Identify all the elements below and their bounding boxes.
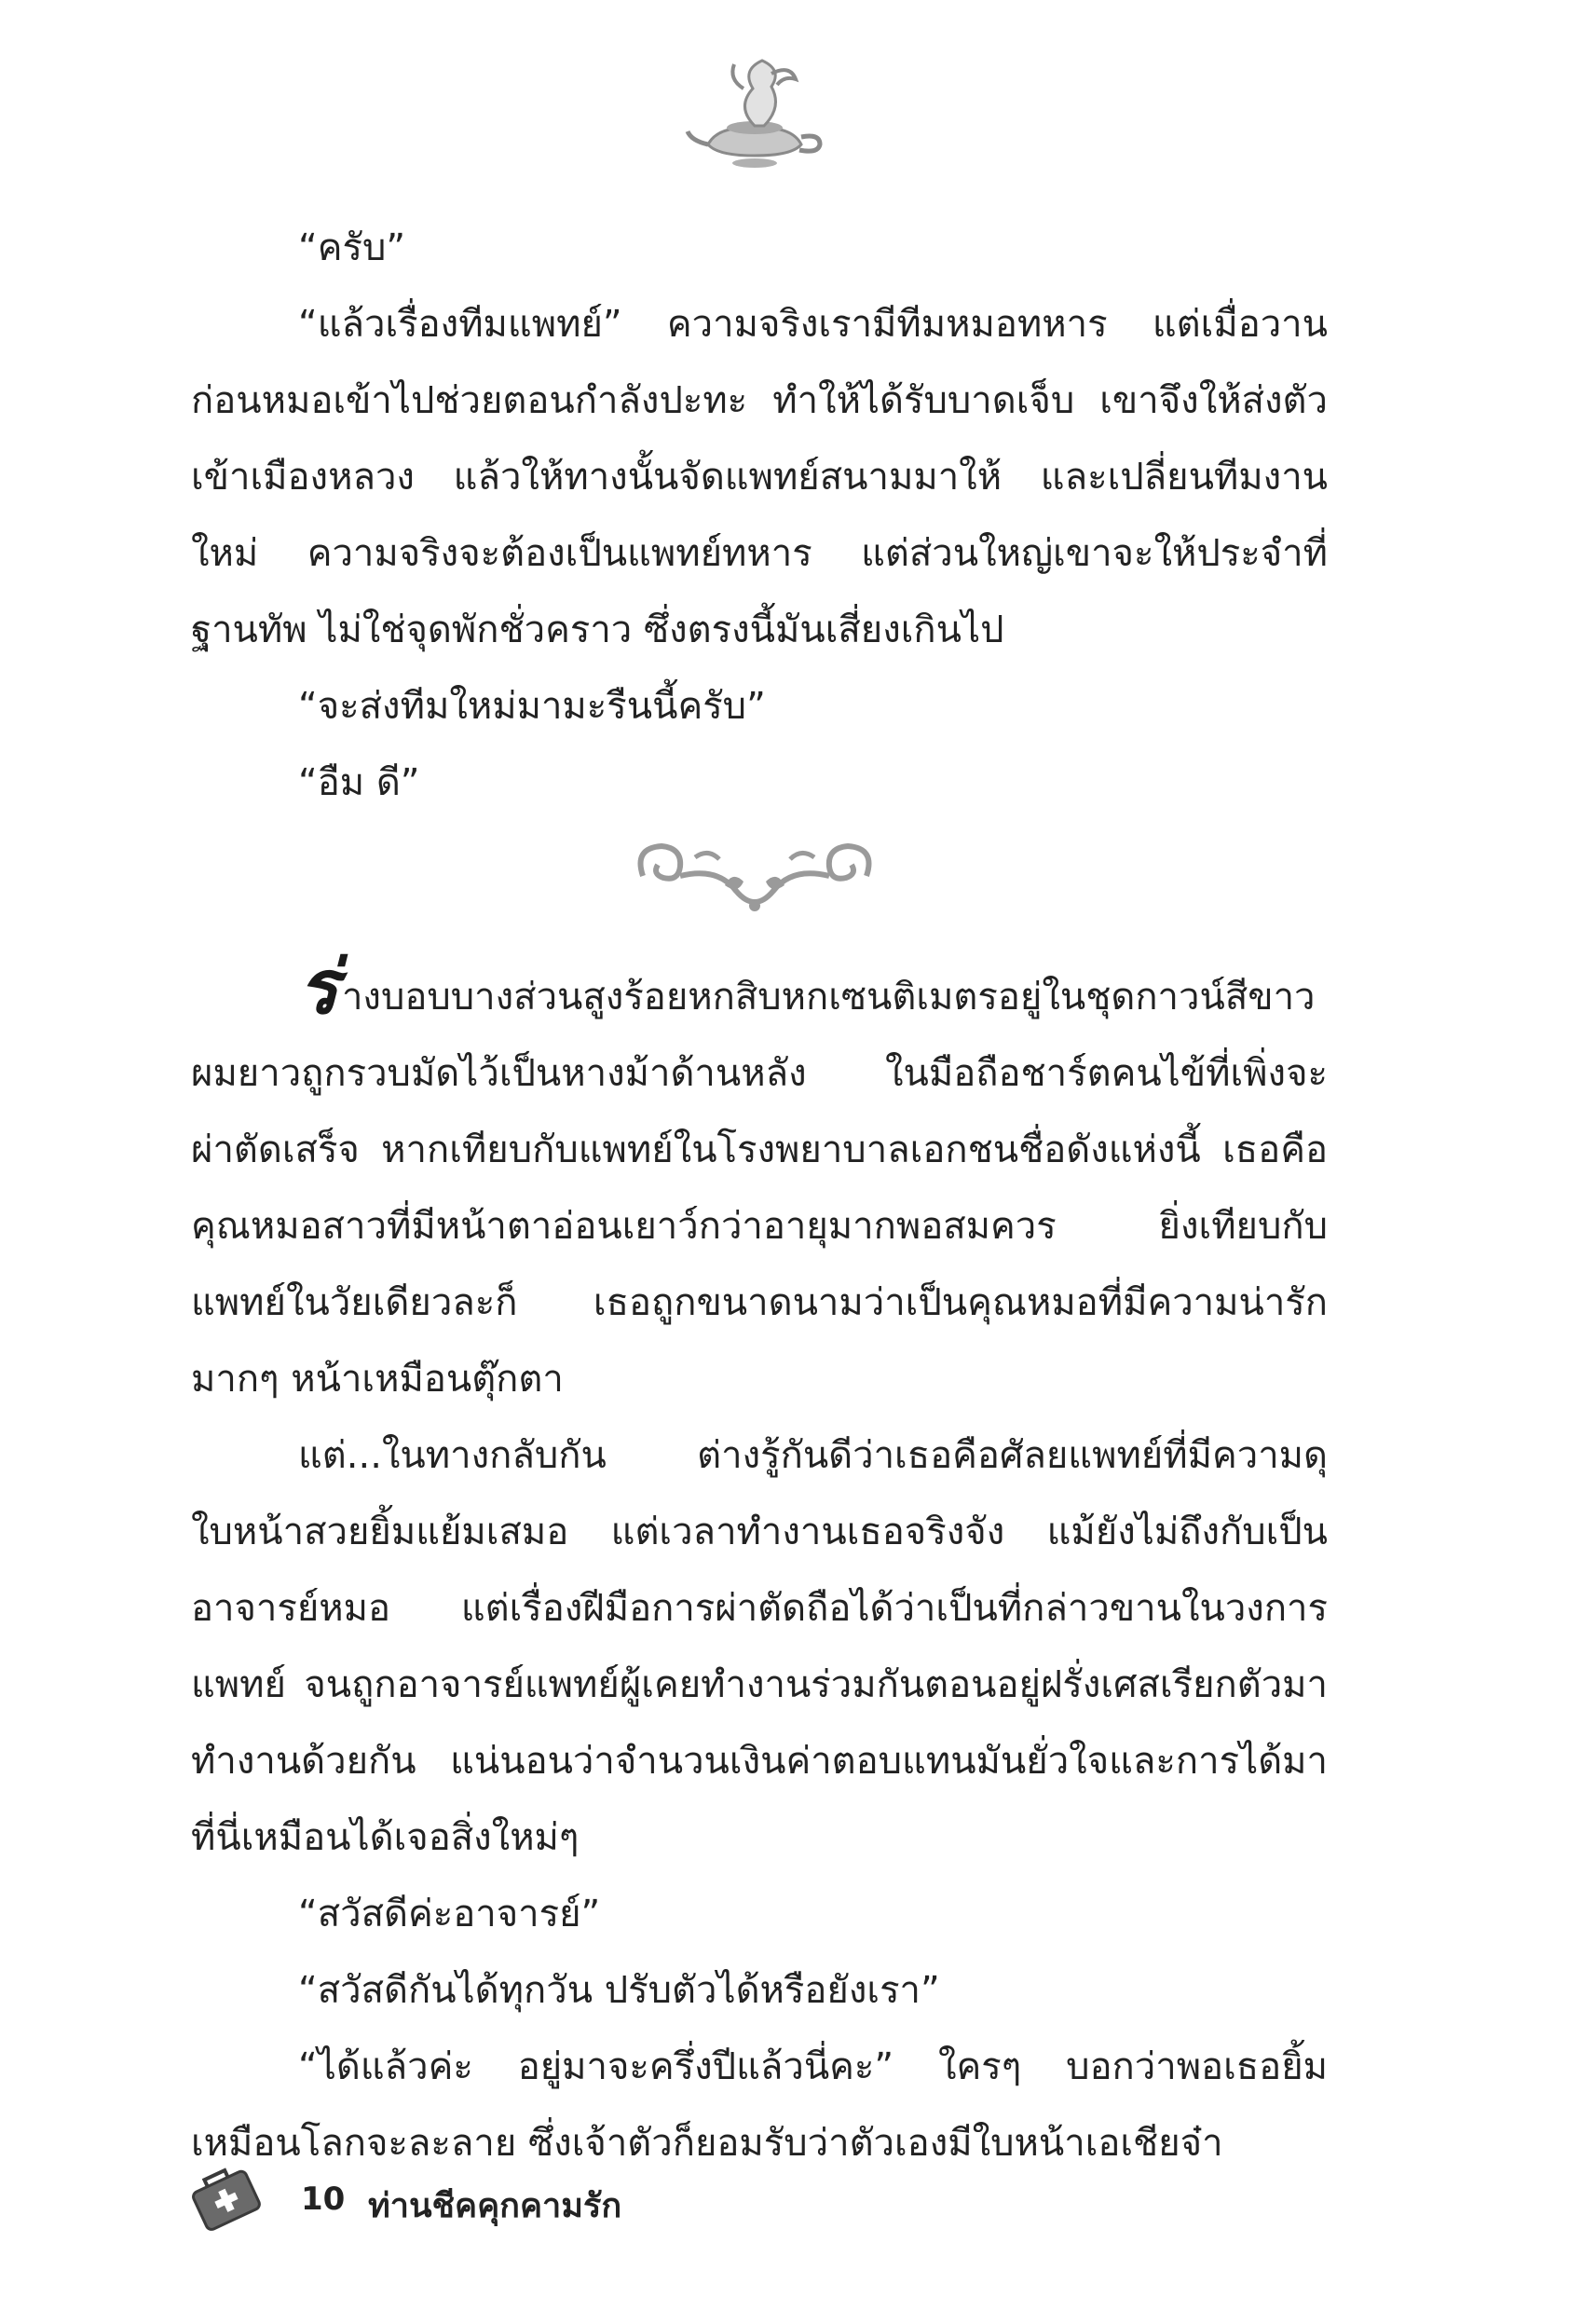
lamp-ornament-icon [680,51,829,172]
drop-cap: ร่ [298,944,338,1031]
dialogue-line: “จะส่งทีมใหม่มามะรืนนี้ครับ” [298,685,766,728]
scroll-divider-icon [615,820,894,941]
dialogue-line: “อืม ดี” [298,761,420,804]
dialogue-line: “ครับ” [298,226,406,269]
section-one [191,210,1328,821]
dialogue-line: “สวัสดีค่ะอาจารย์” [298,1893,601,1935]
book-title: ท่านชีคคุกคามรัก [368,2187,622,2225]
medical-bag-icon [182,2153,266,2236]
narration-paragraph: แต่...ในทางกลับกัน ต่างรู้กันดีว่าเธอคือศัลยแพทย์ที่มีความดุใบหน้าสวยยิ้มแย้มเสมอ แต่เวลาทำงานเธอจริงจัง แม้ยังไม่ถึงกับเป็นอาจารย์หมอ แต่เรื่องฝีมือการผ่าตัดถือได้ว่าเป็นที่กล่าวขานในวงการแพทย์ จนถูกอาจารย์แพทย์ผู้เคยทำงานร่วมกันตอนอยู่ฝรั่งเศสเรียกตัวมาทำงานด้วยกัน แน่นอนว่าจำนวนเงินค่าตอบแทนมันยั่วใจและการได้มาที่นี่เหมือนได้เจอสิ่งใหม่ๆ [191,1434,1328,1859]
page-number: 10 [301,2181,346,2218]
narration-paragraph: “แล้วเรื่องทีมแพทย์” ความจริงเรามีทีมหมอทหาร แต่เมื่อวานก่อนหมอเข้าไปช่วยตอนกำลังปะทะ ทำให้ได้รับบาดเจ็บ เขาจึงให้ส่งตัวเข้าเมืองหลวง แล้วให้ทางนั้นจัดแพทย์สนามมาให้ และเปลี่ยนทีมงานใหม่ ความจริงจะต้องเป็นแพทย์ทหาร แต่ส่วนใหญ่เขาจะให้ประจำที่ฐานทัพ ไม่ใช่จุดพักชั่วคราว ซึ่งตรงนี้มันเสี่ยงเกินไป [191,303,1328,651]
page-footer [182,2153,741,2236]
opening-paragraph [191,944,1328,1417]
narration-paragraph: “ได้แล้วค่ะ อยู่มาจะครึ่งปีแล้วนี่คะ” ใครๆ บอกว่าพอเธอยิ้มเหมือนโลกจะละลาย ซึ่งเจ้าตัวก็ยอมรับว่าตัวเองมีใบหน้าเอเชียจ๋า [191,2045,1328,2165]
dialogue-line: “สวัสดีกันได้ทุกวัน ปรับตัวได้หรือยังเรา” [298,1969,940,2012]
section-two [191,944,1328,2181]
opening-text: างบอบบางส่วนสูงร้อยหกสิบหกเซนติเมตรอยู่ในชุดกาวน์สีขาว ผมยาวถูกรวบมัดไว้เป็นหางม้าด้านหลัง ในมือถือชาร์ตคนไข้ที่เพิ่งจะผ่าตัดเสร็จ หากเทียบกับแพทย์ในโรงพยาบาลเอกชนชื่อดังแห่งนี้ เธอคือคุณหมอสาวที่มีหน้าตาอ่อนเยาว์กว่าอายุมากพอสมควร ยิ่งเทียบกับแพทย์ในวัยเดียวละก็ เธอถูกขนาดนามว่าเป็นคุณหมอที่มีความน่ารักมากๆ หน้าเหมือนตุ๊กตา [191,976,1328,1401]
